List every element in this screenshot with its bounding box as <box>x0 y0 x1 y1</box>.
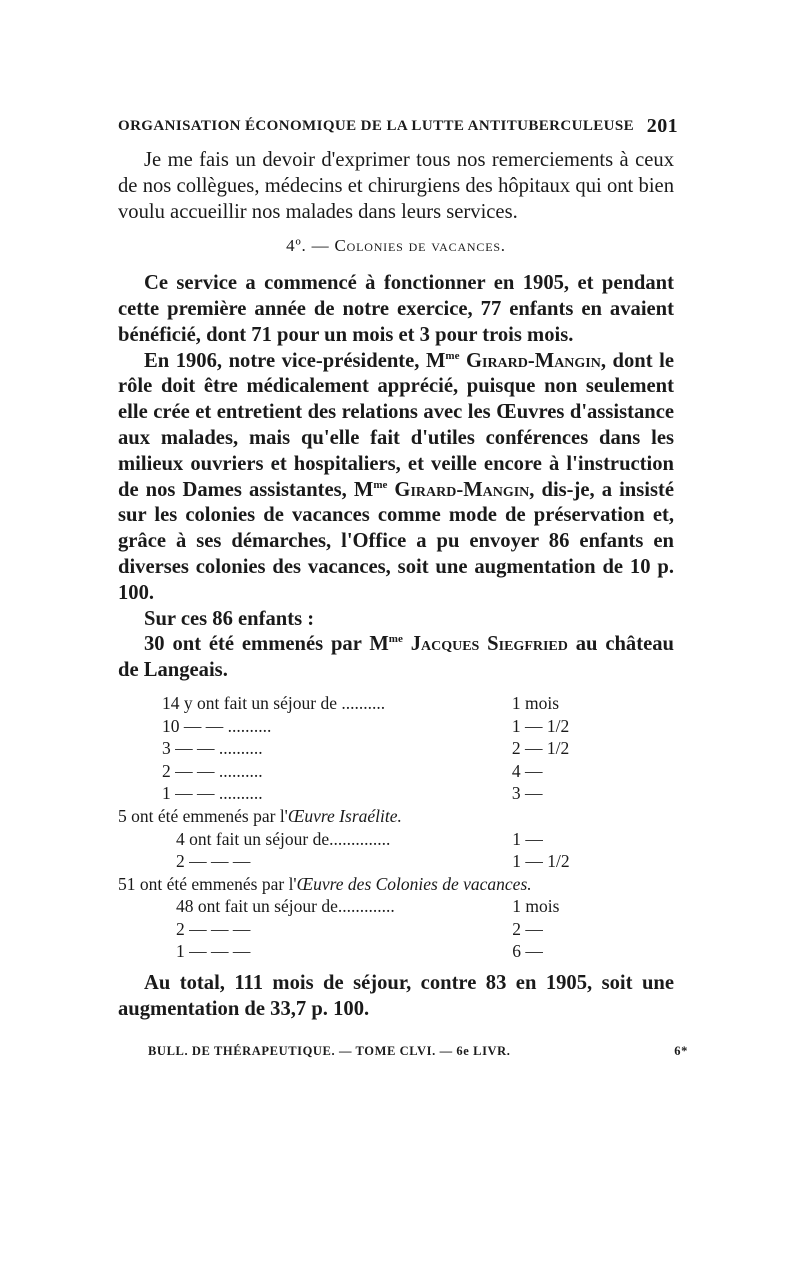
row-value: 1 mois <box>512 896 560 917</box>
section-heading <box>118 233 674 259</box>
paragraph-1905: Ce service a commencé à fonctionner en 1905, et pendant cette première année de notre exercice, 77 enfants en avaient bénéficié, dont 71 pour un mois et 3 pour trois mois. <box>118 272 674 346</box>
group-text: 51 ont été emmenés par l' <box>118 873 297 894</box>
body-text <box>118 148 674 1023</box>
paragraph-langeais <box>118 632 674 684</box>
header-title: ORGANISATION ÉCONOMIQUE DE LA LUTTE ANTITUBERCULEUSE <box>118 118 635 134</box>
table-row <box>118 782 674 805</box>
row-value: 2 — <box>512 918 543 939</box>
footer <box>148 1044 688 1059</box>
row-value: 1 — 1/2 <box>511 715 570 736</box>
table-row <box>118 895 674 918</box>
table-row <box>118 828 674 851</box>
table-row <box>118 715 674 738</box>
row-label: 2 — — — <box>176 851 251 872</box>
text-run: , dis-je, a insisté sur les colonies de vacances comme mode de préservation et, grâce à ses démarches, l'Office a pu envoyer 86 enfants en diverses colonies des vacances, soit une augmentation de 10 p. 100. <box>118 478 675 604</box>
row-label: 48 ont fait un séjour de............. <box>176 896 395 917</box>
row-label: 4 ont fait un séjour de.............. <box>176 828 391 849</box>
group-label <box>118 805 674 828</box>
running-header <box>118 115 678 137</box>
person-name: Girard-Mangin <box>465 349 601 372</box>
group-italic: Œuvre des Colonies de vacances. <box>296 873 532 894</box>
superscript: me <box>373 478 388 491</box>
person-name: Girard-Mangin <box>394 478 530 501</box>
row-value: 1 mois <box>511 692 560 713</box>
row-label: 1 — — .......... <box>162 783 263 804</box>
text-run: En 1906, notre vice-présidente, M <box>144 349 446 372</box>
page-number: 201 <box>646 115 678 137</box>
row-label: 1 — — — <box>176 941 251 962</box>
paragraph-86-children: Sur ces 86 enfants : <box>144 607 315 630</box>
text-run: , dont le rôle doit être médicalement apprécié, puisque non seulement elle crée et entretient des relations avec les Œuvres d'assistance aux malades, mais qu'elle fait d'utiles conférences dans les milieux ouvriers et hospitaliers, et veille encore à l'instruction de nos Dames assistantes, M <box>118 349 674 501</box>
row-value: 6 — <box>512 941 543 962</box>
table-row <box>118 760 674 783</box>
group-text: 5 ont été emmenés par l' <box>118 805 288 826</box>
row-label: 10 — — .......... <box>162 715 272 736</box>
table-row <box>118 850 674 873</box>
table-row <box>118 918 674 941</box>
row-label: 14 y ont fait un séjour de .......... <box>162 692 386 713</box>
section-dash: — <box>311 236 330 256</box>
person-name: Jacques Siegfried <box>410 633 568 656</box>
group-label <box>118 873 674 896</box>
row-value: 4 — <box>511 760 543 781</box>
section-number: 4º. <box>286 236 307 256</box>
stay-table <box>118 692 674 963</box>
row-value: 1 — 1/2 <box>512 851 570 872</box>
row-value: 3 — <box>511 783 543 804</box>
superscript: me <box>445 349 460 362</box>
row-label: 2 — — .......... <box>162 760 263 781</box>
text-run: au château de Langeais. <box>118 633 674 682</box>
table-row <box>118 737 674 760</box>
table-row <box>118 692 674 715</box>
paragraph-total: Au total, 111 mois de séjour, contre 83 en 1905, soit une augmentation de 33,7 p. 100. <box>118 972 674 1020</box>
row-label: 3 — — .......... <box>162 738 263 759</box>
paragraph-thanks: Je me fais un devoir d'exprimer tous nos remerciements à ceux de nos collègues, médecins et chirurgiens des hôpitaux qui ont bien voulu accueillir nos malades dans leurs services. <box>118 149 674 223</box>
paragraph-1906 <box>118 349 674 607</box>
row-value: 1 — <box>512 828 543 849</box>
superscript: me <box>388 633 403 646</box>
group-italic: Œuvre Israélite. <box>287 805 402 826</box>
footer-signature: 6* <box>674 1044 688 1058</box>
section-title: Colonies de vacances. <box>334 236 506 256</box>
table-row <box>118 940 674 963</box>
row-value: 2 — 1/2 <box>511 738 570 759</box>
text-run: 30 ont été emmenés par M <box>144 633 389 656</box>
footer-bulletin: BULL. DE THÉRAPEUTIQUE. — TOME CLVI. — 6e LIVR. <box>148 1044 511 1058</box>
row-label: 2 — — — <box>176 918 251 939</box>
